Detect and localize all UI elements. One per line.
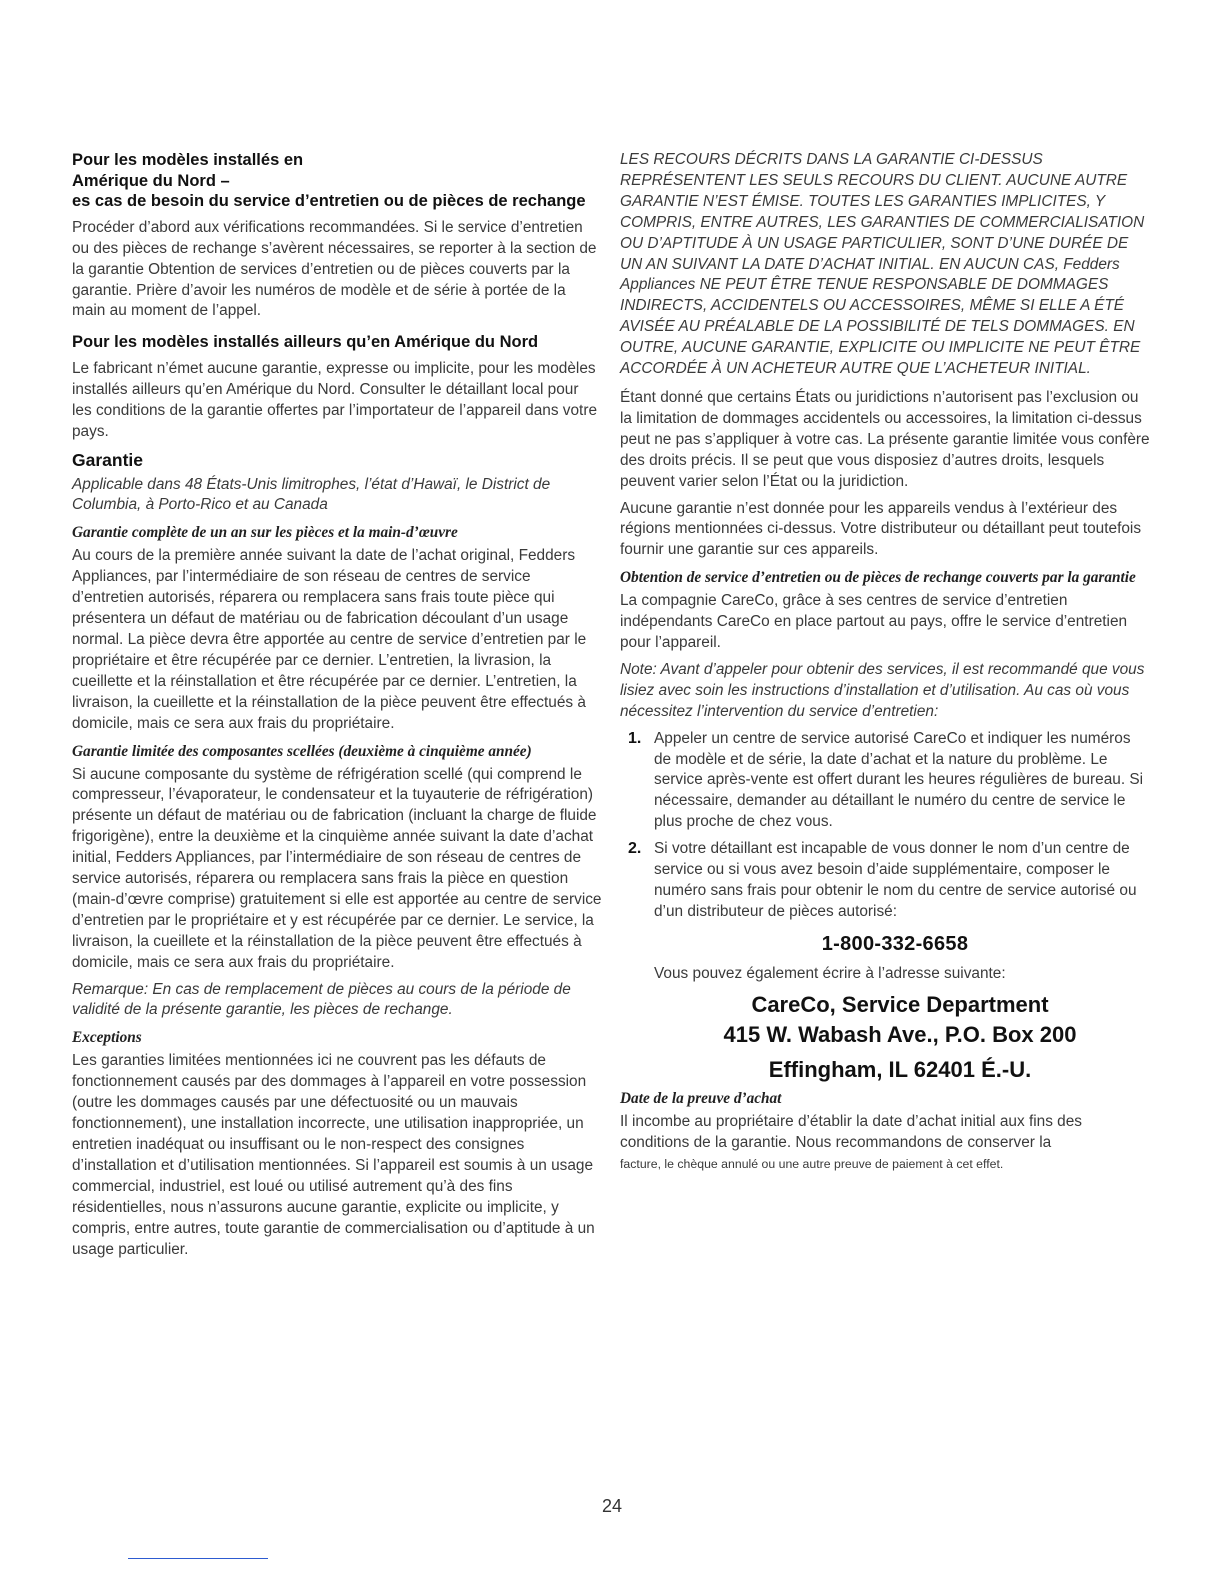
- footer-rule: [128, 1558, 268, 1559]
- service-steps: [620, 729, 1150, 923]
- subheading-one-year: Garantie complète de un an sur les pièces et la main-d’œuvre: [72, 524, 458, 542]
- phone-number: 1-800-332-6658: [821, 932, 969, 955]
- address-line2: 415 W. Wabash Ave., P.O. Box 200: [723, 1022, 1077, 1048]
- applicable-regions: Applicable dans 48 États-Unis limitrophes, l’état d’Hawaï, le District de Columbia, à Porto-Rico et au Canada: [72, 475, 551, 514]
- step-text: Appeler un centre de service autorisé CareCo et indiquer les numéros de modèle et de série, la date d’achat et la nature du problème. Le service après-vente est offert durant les heures régulières de bureau. Si nécessaire, demander au détaillant le numéro du centre de service le plus proche de chez vous.: [654, 729, 1144, 831]
- subheading-obtaining-service: Obtention de service d’entretien ou de pièces de rechange couverts par la garantie: [620, 569, 1136, 587]
- proof-text: Il incombe au propriétaire d’établir la date d’achat initial aux fins des conditions de la garantie. Nous recommandons de conserver la: [620, 1113, 1082, 1152]
- step-number: 2.: [628, 840, 642, 858]
- list-item: [620, 839, 1150, 923]
- disclaimer-caps: LES RECOURS DÉCRITS DANS LA GARANTIE CI-DESSUS REPRÉSENTENT LES SEULS RECOURS DU CLIENT. AUCUNE AUTRE GARANTIE N’EST ÉMISE. TOUTES LES GARANTIES IMPLICITES, Y COMPRIS, ENTRE AUTRES, LES GARANTIES DE COMMERCIALISATION OU D’APTITUDE À UN USAGE PARTICULIER, SONT D’UNE DURÉE DE UN AN SUIVANT LA DATE D’ACHAT INITIAL. EN AUCUN CAS, Fedders Appliances NE PEUT ÊTRE TENUE RESPONSABLE DE DOMMAGES INDIRECTS, ACCIDENTELS OU ACCESSOIRES, MÊME SI ELLE A ÉTÉ AVISÉE AU PRÉALABLE DE LA POSSIBILITÉ DE TELS DOMMAGES. EN OUTRE, AUCUNE GARANTIE, EXPLICITE OU IMPLICITE NE PEUT ÊTRE ACCORDÉE À UN ACHETEUR AUTRE QUE L’ACHETEUR INITIAL.: [620, 151, 1145, 378]
- heading-service-parts: es cas de besoin du service d’entretien ou de pièces de rechange: [72, 192, 586, 211]
- paragraph-exceptions: Les garanties limitées mentionnées ici ne couvrent pas les défauts de fonctionnement causés par des dommages à l’appareil en votre possession (outre les dommages causés par une défectuosité ou un mauvais fonctionnement), une installation incorrecte, une utilisation inappropriée, un entretien inadéquat ou insuffisant ou le non-respect des consignes d’installation et d’utilisation mentionnées. Si l’appareil est soumis à un usage commercial, industriel, est loué ou utilisé autrement qu’à des fins résidentielles, nous n’assurons aucune garantie, explicite ou implicite, y compris, entre autres, toute garantie de commercialisation ou d’aptitude à un usage particulier.: [72, 1052, 595, 1258]
- subheading-sealed-components: Garantie limitée des composantes scellées (deuxième à cinquième année): [72, 742, 532, 760]
- paragraph-proof-of-purchase: [620, 1112, 1150, 1175]
- paragraph-states-jurisdictions: Étant donné que certains États ou juridictions n’autorisent pas l’exclusion ou la limitation de dommages accidentels ou accessoires, la limitation ci-dessus peut ne pas s’appliquer à votre cas. La présente garantie limitée vous confère des droits précis. Il se peut que vous disposiez d’autres droits, lesquels peuvent varier selon l’État ou la juridiction.: [620, 388, 1150, 490]
- note-before-calling: Note: Avant d’appeler pour obtenir des services, il est recommandé que vous lisiez avec soin les instructions d’installation et d’utilisation. Au cas où vous nécessitez l’intervention du service d’entretien:: [620, 660, 1145, 720]
- step-number: 1.: [628, 729, 642, 747]
- paragraph-outside-regions: Aucune garantie n’est donnée pour les appareils vendus à l’extérieur des régions mentionnées ci-dessus. Votre distributeur ou détaillant peut toutefois fournir une garantie sur ces appareils.: [620, 499, 1142, 559]
- proof-text-small: facture, le chèque annulé ou une autre preuve de paiement à cet effet.: [620, 1157, 1004, 1172]
- list-item: [620, 729, 1150, 834]
- write-address-intro: Vous pouvez également écrire à l’adresse suivante:: [654, 964, 1006, 982]
- remark-replacement-parts: Remarque: En cas de remplacement de pièces au cours de la période de validité de la présente garantie, les pièces de rechange.: [72, 980, 571, 1019]
- left-column: [72, 150, 602, 1266]
- paragraph-no-warranty-outside: Le fabricant n’émet aucune garantie, expresse ou implicite, pour les modèles installés ailleurs qu’en Amérique du Nord. Consulter le détaillant local pour les conditions de la garantie offertes par l’importateur de l’appareil dans votre pays.: [72, 359, 598, 440]
- right-column: [620, 150, 1150, 1175]
- heading-outside-north-america: Pour les modèles installés ailleurs qu’en Amérique du Nord: [72, 333, 539, 352]
- paragraph-verifications: Procéder d’abord aux vérifications recommandées. Si le service d’entretien ou des pièces de rechange s’avèrent nécessaires, se reporter à la section de la garantie Obtention de services d’entretien ou de pièces couverts par la garantie. Prière d’avoir les numéros de modèle et de série à portée de la main au moment de l’appel.: [72, 218, 597, 320]
- paragraph-careco: La compagnie CareCo, grâce à ses centres de service d’entretien indépendants CareCo en place partout au pays, offre le service d’entretien pour l’appareil.: [620, 592, 1128, 652]
- heading-north-america-line1: Pour les modèles installés en: [72, 151, 304, 169]
- address-line1: CareCo, Service Department: [751, 991, 1049, 1017]
- paragraph-one-year: Au cours de la première année suivant la date de l’achat original, Fedders Appliances, par l’intermédiaire de son réseau de centres de service d’entretien autorisés, réparera ou remplacera sans frais toute pièce qui présentera un défaut de matériau ou de fabrication découlant d’un usage normal. La pièce devra être apportée au centre de service d’entretien par le propriétaire et être récupérée par ce dernier. L’entretien, la livrasion, la cueillette et la réinstallation et être récupérée par ce dernier. L’entretien, la livraison, la cueillette et la réinstallation de la pièce peuvent être effectués à domicile, mais ce sera aux frais du propriétaire.: [72, 547, 587, 732]
- page-number: 24: [601, 1496, 623, 1516]
- paragraph-sealed-components: Si aucune composante du système de réfrigération scellé (qui comprend le compresseur, l’évaporateur, le condensateur et la tuyauterie de réfrigération) présente un défaut de matériau ou de fabrication (incluant la charge de fluide frigorigène), entre la deuxième et la cinquième année suivant la date d’achat initial, Fedders Appliances, par l’intermédiaire de son réseau de centres de service autorisés, réparera ou remplacera sans frais la pièce en question (main-d’œvre comprise) gratuitement si elle est apportée au centre de service d’entretien par le propriétaire et y est récupérée par ce dernier. Le service, la livraison, la cueillete et la réinstallation de la pièce peuvent être effectués à domicile, mais ce sera aux frais du propriétaire.: [72, 765, 602, 971]
- heading-north-america-line2: Amérique du Nord –: [72, 171, 230, 190]
- heading-garantie: Garantie: [72, 449, 143, 470]
- subheading-proof-of-purchase: Date de la preuve d’achat: [620, 1090, 782, 1108]
- address-line3: Effingham, IL 62401 É.-U.: [768, 1056, 1032, 1082]
- subheading-exceptions: Exceptions: [72, 1029, 142, 1047]
- step-text: Si votre détaillant est incapable de vous donner le nom d’un centre de service ou si vous avez besoin d’aide supplémentaire, composer le numéro sans frais pour obtenir le nom du centre de service autorisé ou d’un distributeur de pièces autorisé:: [654, 840, 1137, 920]
